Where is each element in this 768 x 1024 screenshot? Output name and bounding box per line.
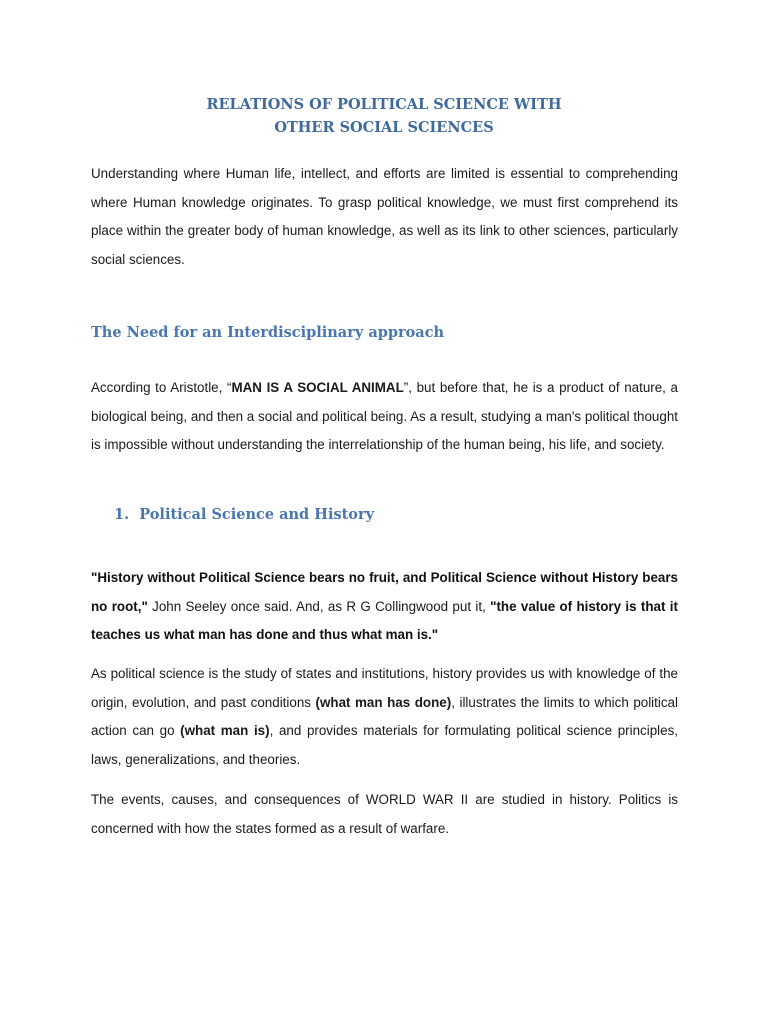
history-text-2: , illustrates the limits to which political action can go xyxy=(91,694,678,739)
history-paragraph xyxy=(91,660,678,774)
subsection-heading xyxy=(114,506,374,523)
aristotle-text-1: According to Aristotle, “ xyxy=(91,380,232,395)
title-line-2: OTHER SOCIAL SCIENCES xyxy=(274,119,494,136)
title-line-1: RELATIONS OF POLITICAL SCIENCE WITH xyxy=(206,96,562,113)
history-bold-1: (what man has done) xyxy=(315,694,452,710)
subsection-title: Political Science and History xyxy=(139,506,375,523)
aristotle-emphasis: MAN IS A SOCIAL ANIMAL xyxy=(231,380,404,395)
section-heading: The Need for an Interdisciplinary approach xyxy=(91,324,445,341)
aristotle-paragraph xyxy=(91,374,678,460)
document-title xyxy=(0,93,768,139)
aristotle-text-2: ”, but before that, he is a product of nature, a biological being, and then a social and political being. As a result, studying a man's political thought is impossible without understanding the interrelationship of the human being, his life, and society. xyxy=(91,380,678,453)
subsection-number: 1. xyxy=(114,506,130,523)
collingwood-quote: "the value of history is that it teaches us what man has done and thus what man is." xyxy=(91,598,678,643)
quote-attribution: John Seeley once said. And, as R G Collingwood put it, xyxy=(147,598,491,614)
ww2-paragraph: The events, causes, and consequences of WORLD WAR II are studied in history. Politics is concerned with how the states formed as a result of warfare. xyxy=(91,792,678,836)
quote-paragraph xyxy=(91,564,678,650)
history-text-1: As political science is the study of states and institutions, history provides us with knowledge of the origin, evolution, and past conditions xyxy=(91,666,678,710)
history-bold-2: (what man is) xyxy=(180,723,270,739)
seeley-quote: "History without Political Science bears no fruit, and Political Science without History bears no root," xyxy=(91,570,678,614)
history-text-3: , and provides materials for formulating political science principles, laws, generalizations, and theories. xyxy=(91,723,678,767)
intro-paragraph: Understanding where Human life, intellect, and efforts are limited is essential to comprehending where Human knowledge originates. To grasp political knowledge, we must first comprehend its place within the greater body of human knowledge, as well as its link to other sciences, particularly social sciences. xyxy=(91,166,678,267)
